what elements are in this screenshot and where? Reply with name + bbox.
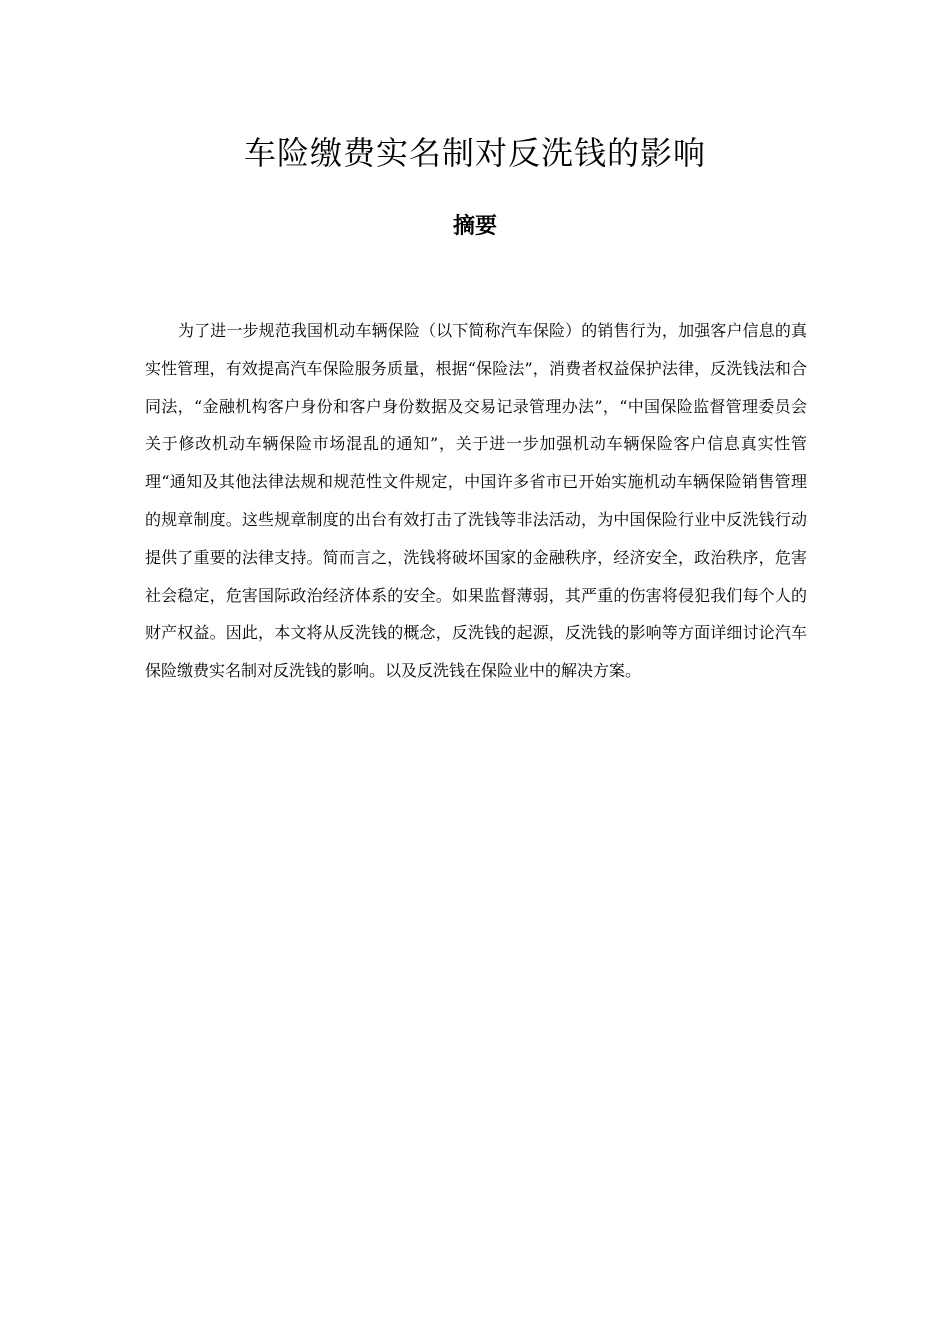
abstract-paragraph: 为了进一步规范我国机动车辆保险（以下简称汽车保险）的销售行为，加强客户信息的真实性管理，有效提高汽车保险服务质量，根据“保险法”，消费者权益保护法律，反洗钱法和合同法，“金融机构客户身份和客户身份数据及交易记录管理办法”，“中国保险监督管理委员会关于修改机动车辆保险市场混乱的通知”，关于进一步加强机动车辆保险客户信息真实性管理“通知及其他法律法规和规范性文件规定，中国许多省市已开始实施机动车辆保险销售管理的规章制度。这些规章制度的出台有效打击了洗钱等非法活动，为中国保险行业中反洗钱行动提供了重要的法律支持。简而言之，洗钱将破坏国家的金融秩序，经济安全，政治秩序，危害社会稳定，危害国际政治经济体系的安全。如果监督薄弱，其严重的伤害将侵犯我们每个人的财产权益。因此，本文将从反洗钱的概念，反洗钱的起源，反洗钱的影响等方面详细讨论汽车保险缴费实名制对反洗钱的影响。以及反洗钱在保险业中的解决方案。 [145,321,807,681]
document-title: 车险缴费实名制对反洗钱的影响 [243,134,706,172]
abstract-heading: 摘要 [452,214,497,239]
